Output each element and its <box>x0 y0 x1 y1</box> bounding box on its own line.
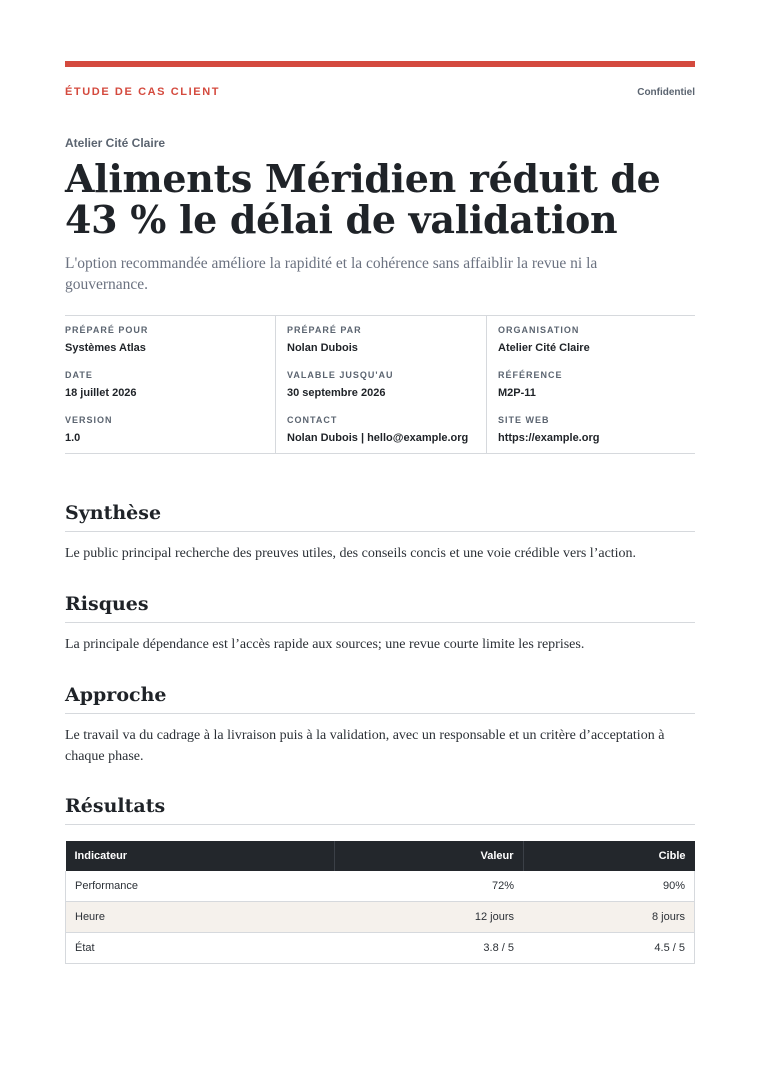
table-cell-target: 90% <box>523 871 695 902</box>
table-cell-value: 3.8 / 5 <box>334 933 523 964</box>
meta-organisation <box>498 324 590 355</box>
meta-value: 1.0 <box>65 432 81 444</box>
section-text-synthese: Le public principal recherche des preuves utiles, des conseils concis et une voie crédible vers l’action. <box>65 546 637 561</box>
meta-label: RÉFÉRENCE <box>498 370 563 380</box>
meta-website <box>498 414 599 445</box>
table-cell-indicator: Heure <box>66 902 335 933</box>
metadata-column-3 <box>486 316 696 453</box>
table-cell-indicator: État <box>66 933 335 964</box>
section-heading-resultats: Résultats <box>65 794 695 825</box>
meta-value: 18 juillet 2026 <box>65 387 137 399</box>
meta-prepared-for <box>65 324 148 355</box>
meta-date <box>65 369 137 400</box>
document-subtitle: L'option recommandée améliore la rapidité et la cohérence sans affaiblir la revue ni la gouvernance. <box>65 255 598 293</box>
table-header-row <box>66 841 695 871</box>
meta-version <box>65 414 113 445</box>
column-header-valeur: Valeur <box>334 841 523 871</box>
meta-label: DATE <box>65 370 93 380</box>
section-heading-risques: Risques <box>65 592 695 623</box>
meta-value: M2P-11 <box>498 387 536 399</box>
document-title: Aliments Méridien réduit de 43 % le délai de validation <box>65 156 661 242</box>
section-text-approche: Le travail va du cadrage à la livraison puis à la validation, avec un responsable et un critère d’acceptation à chaque phase. <box>65 728 665 764</box>
meta-label: ORGANISATION <box>498 325 580 335</box>
organization-kicker: Atelier Cité Claire <box>65 136 166 150</box>
column-header-cible: Cible <box>523 841 695 871</box>
table-cell-value: 72% <box>334 871 523 902</box>
results-table <box>65 841 695 964</box>
table-row <box>66 933 695 964</box>
metadata-column-1 <box>65 316 275 453</box>
table-cell-value: 12 jours <box>334 902 523 933</box>
meta-label: PRÉPARÉ POUR <box>65 325 149 335</box>
meta-value: Atelier Cité Claire <box>498 342 590 354</box>
table-row <box>66 871 695 902</box>
top-accent-rule <box>65 61 695 67</box>
meta-value: https://example.org <box>498 432 600 444</box>
meta-value: 30 septembre 2026 <box>287 387 386 399</box>
meta-valid-until <box>287 369 393 400</box>
table-row <box>66 902 695 933</box>
meta-label: CONTACT <box>287 415 338 425</box>
meta-value: Nolan Dubois <box>287 342 358 354</box>
meta-label: VERSION <box>65 415 113 425</box>
section-heading-synthese: Synthèse <box>65 501 695 532</box>
metadata-grid <box>65 315 695 454</box>
section-text-risques: La principale dépendance est l’accès rapide aux sources; une revue courte limite les reprises. <box>65 637 585 652</box>
meta-prepared-by <box>287 324 362 355</box>
meta-value: Systèmes Atlas <box>65 342 146 354</box>
metadata-column-2 <box>275 316 486 453</box>
meta-value: Nolan Dubois | hello@example.org <box>287 432 469 444</box>
table-cell-target: 4.5 / 5 <box>523 933 695 964</box>
column-header-indicateur: Indicateur <box>66 841 335 871</box>
confidentiality-label: Confidentiel <box>637 87 695 98</box>
meta-contact <box>287 414 468 445</box>
section-heading-approche: Approche <box>65 683 695 714</box>
meta-reference <box>498 369 563 400</box>
document-eyebrow: ÉTUDE DE CAS CLIENT <box>65 86 221 98</box>
meta-label: PRÉPARÉ PAR <box>287 325 362 335</box>
table-cell-indicator: Performance <box>66 871 335 902</box>
table-cell-target: 8 jours <box>523 902 695 933</box>
meta-label: SITE WEB <box>498 415 550 425</box>
meta-label: VALABLE JUSQU'AU <box>287 370 394 380</box>
